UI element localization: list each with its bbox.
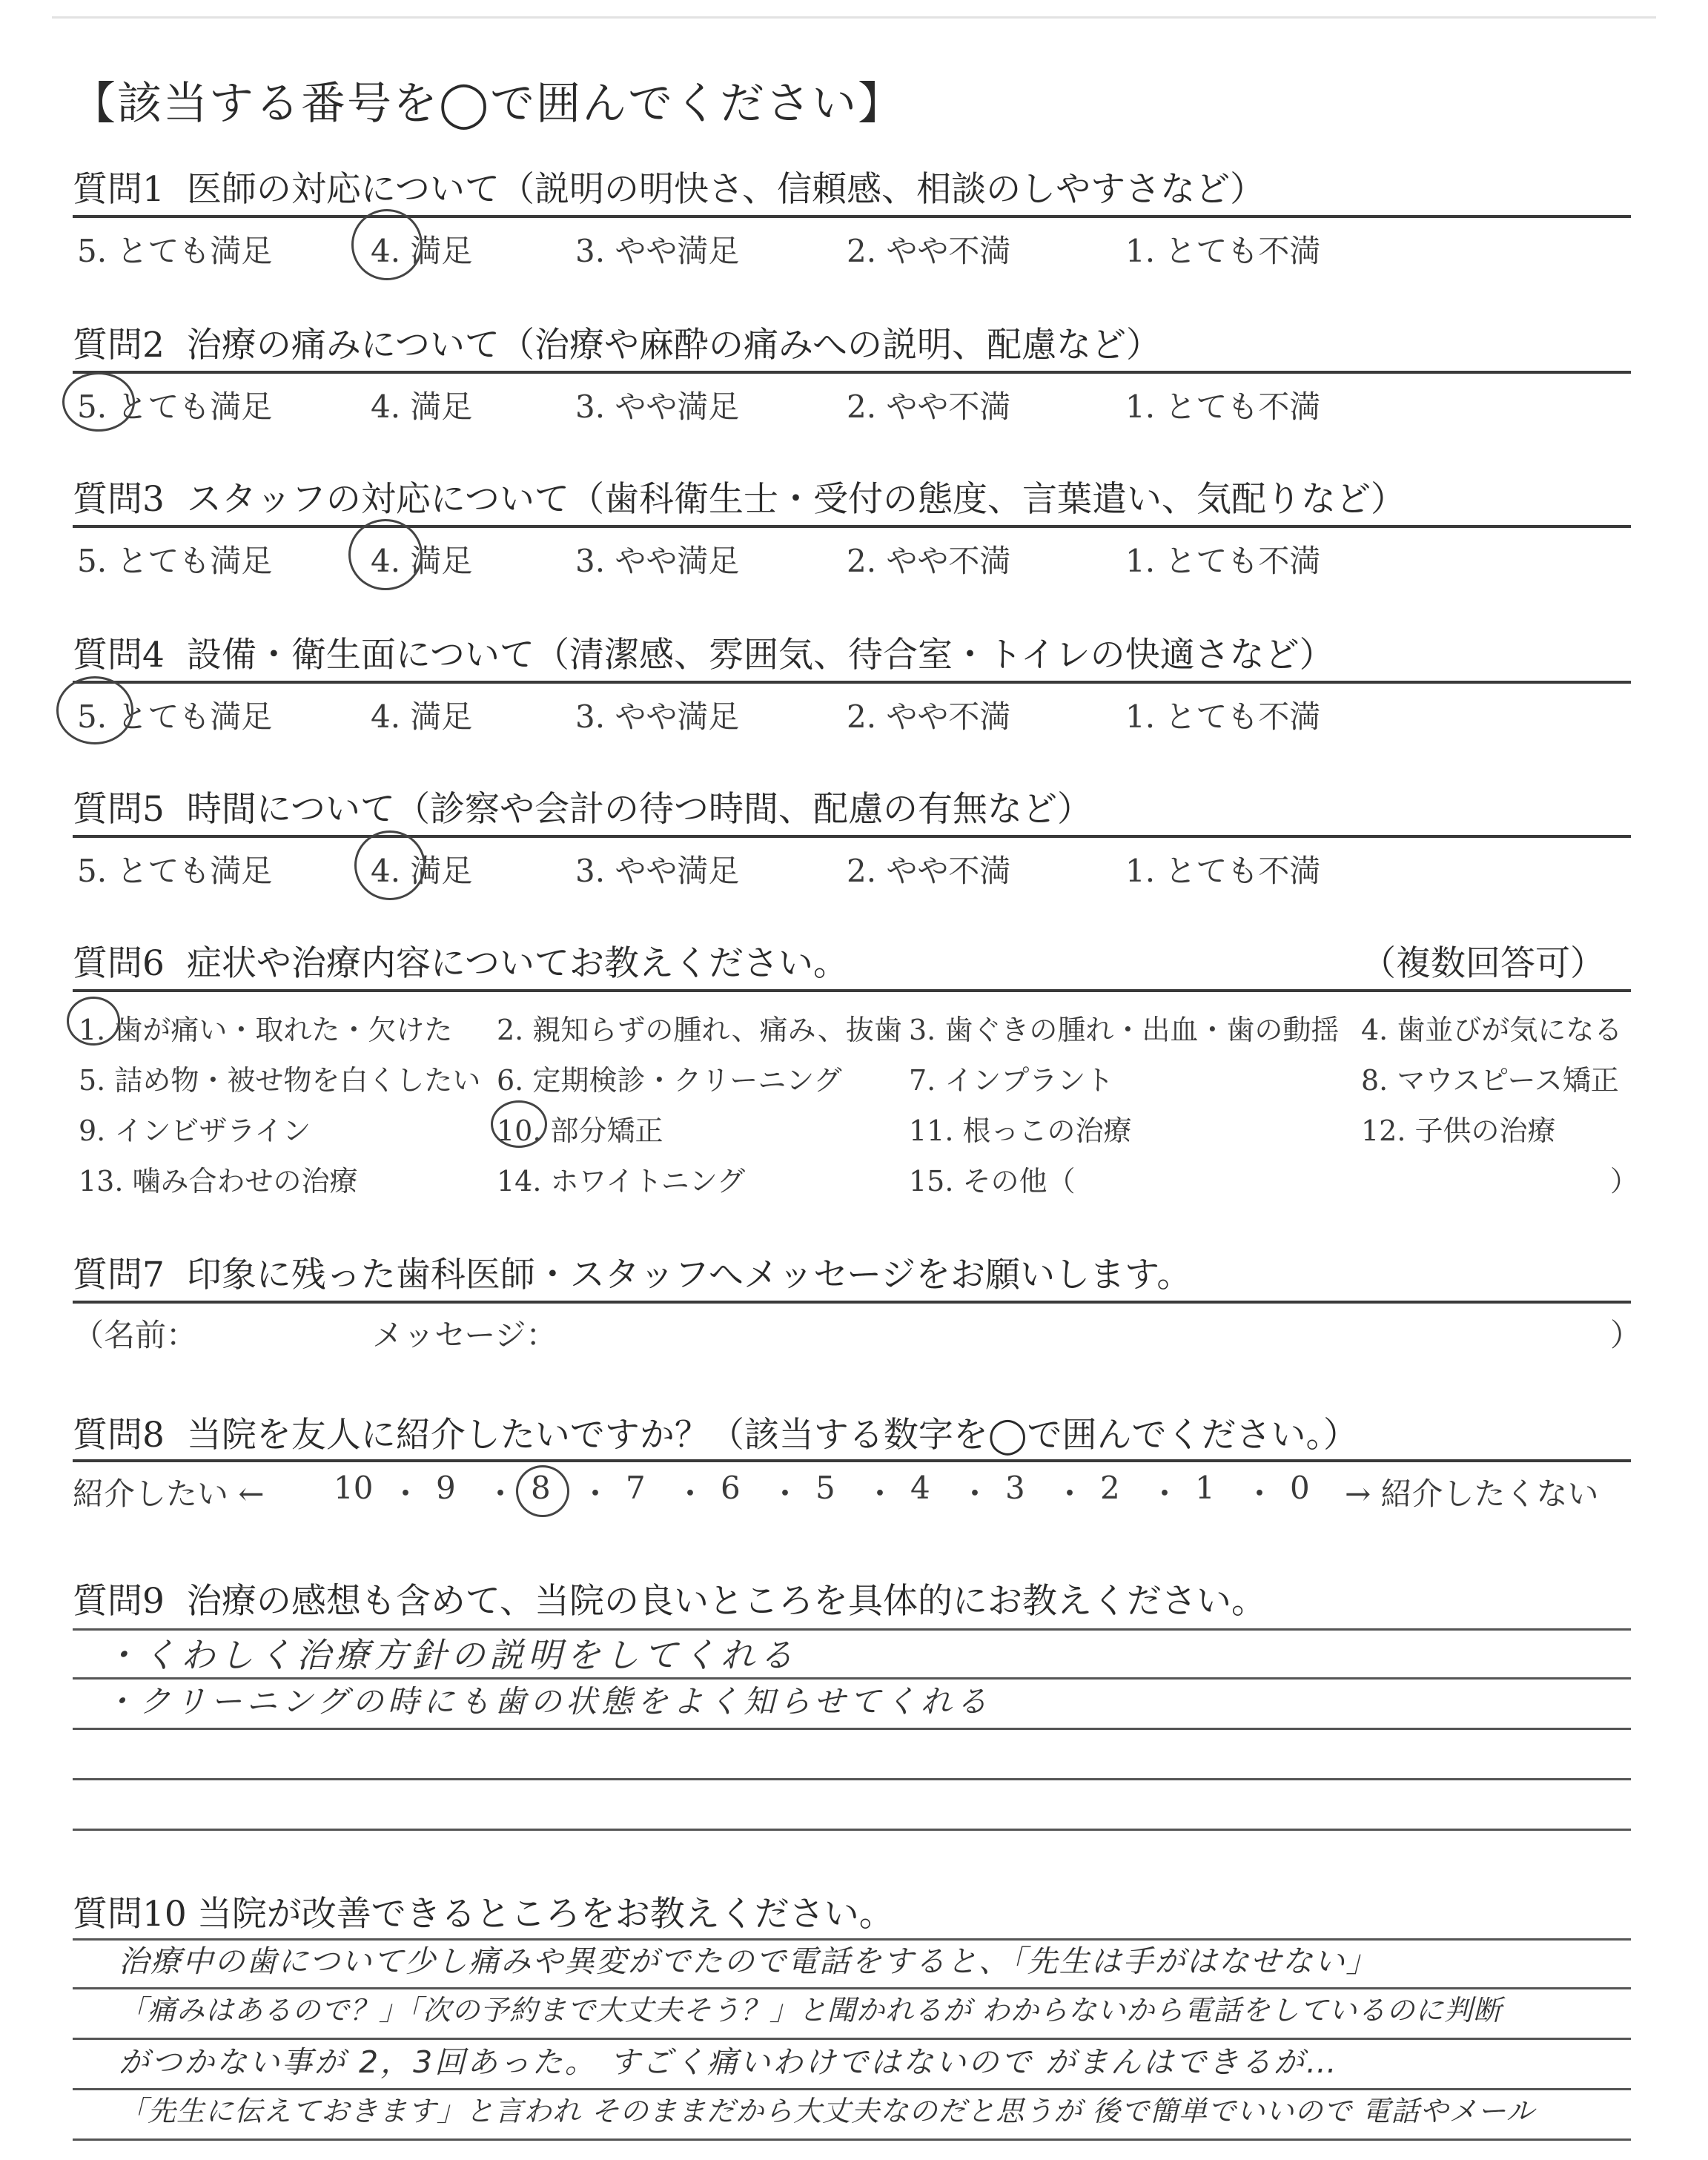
q8-scale-dot: ・: [1244, 1476, 1276, 1512]
q1-option-5[interactable]: 5. とても満足: [77, 233, 273, 269]
q2-selection-circle: [62, 372, 135, 432]
q1-option-1[interactable]: 1. とても不満: [1125, 233, 1321, 269]
q9-line-4: [73, 1778, 1631, 1780]
q8-scale-value-6[interactable]: 6: [721, 1470, 741, 1506]
q7-message-label: メッセージ：: [372, 1317, 557, 1353]
q6-item-2[interactable]: 2. 親知らずの腫れ、痛み、抜歯: [497, 1014, 902, 1046]
question-7-title: 質問7 印象に残った歯科医師・スタッフへメッセージをお願いします。: [73, 1255, 1192, 1295]
q8-scale-value-1[interactable]: 1: [1195, 1470, 1215, 1506]
q1-option-2[interactable]: 2. やや不満: [847, 233, 1011, 269]
q6-item-10[interactable]: 10. 部分矯正: [497, 1114, 663, 1147]
q8-right-label: → 紹介したくない: [1345, 1476, 1599, 1512]
q7-name-label: （名前：: [73, 1317, 198, 1353]
q2-option-2[interactable]: 2. やや不満: [847, 389, 1011, 425]
q6-item-14[interactable]: 14. ホワイトニング: [497, 1165, 746, 1198]
q5-selection-circle: [354, 830, 426, 900]
q6-item-15[interactable]: 15. その他（: [909, 1165, 1076, 1198]
q5-option-3[interactable]: 3. やや満足: [575, 853, 740, 889]
q4-option-4[interactable]: 4. 満足: [371, 698, 473, 735]
q3-option-2[interactable]: 2. やや不満: [847, 543, 1011, 579]
q6-item-1[interactable]: 1. 歯が痛い・取れた・欠けた: [79, 1014, 453, 1046]
question-5-title: 質問5 時間について（診察や会計の待つ時間、配慮の有無など）: [73, 789, 1092, 830]
q8-scale-dot: ・: [959, 1476, 991, 1512]
q6-item-6[interactable]: 6. 定期検診・クリーニング: [497, 1064, 842, 1097]
q5-option-4[interactable]: 4. 満足: [371, 853, 473, 889]
q2-option-5[interactable]: 5. とても満足: [77, 389, 273, 425]
q6-item-12[interactable]: 12. 子供の治療: [1361, 1114, 1556, 1147]
q8-scale-dot: ・: [675, 1476, 706, 1512]
q6-item-9[interactable]: 9. インビザライン: [79, 1114, 311, 1147]
q8-scale-dot: ・: [1149, 1476, 1181, 1512]
question-8-title: 質問8 当院を友人に紹介したいですか？（該当する数字を◯で囲んでください。）: [73, 1415, 1359, 1456]
q9-answer-2: ・クリーニングの時にも歯の状態をよく知らせてくれる: [104, 1683, 992, 1720]
q10-answer-2: 「痛みはあるので？」「次の予約まで大丈夫そう？」と聞かれるが わからないから電話をしているのに判断: [119, 1994, 1503, 2027]
q2-option-1[interactable]: 1. とても不満: [1125, 389, 1321, 425]
q5-option-1[interactable]: 1. とても不満: [1125, 853, 1321, 889]
q6-item-7[interactable]: 7. インプラント: [909, 1064, 1114, 1097]
question-7-rule: [73, 1301, 1631, 1304]
q8-scale-value-3[interactable]: 3: [1005, 1470, 1025, 1506]
q1-selection-circle: [351, 209, 423, 280]
q10-answer-1: 治療中の歯について少し痛みや異変がでたので電話をすると、「先生は手がはなせない」: [119, 1943, 1378, 1979]
q8-scale-value-0[interactable]: 0: [1290, 1470, 1310, 1506]
q9-line-3: [73, 1728, 1631, 1730]
q1-option-3[interactable]: 3. やや満足: [575, 233, 740, 269]
q8-scale-dot: ・: [485, 1476, 517, 1512]
page-header: 【該当する番号を◯で囲んでください】: [71, 78, 904, 130]
q3-option-4[interactable]: 4. 満足: [371, 543, 473, 579]
question-5-rule: [73, 835, 1631, 838]
q7-name-field[interactable]: [193, 1312, 356, 1354]
q8-scale-value-4[interactable]: 4: [910, 1470, 930, 1506]
q2-option-4[interactable]: 4. 満足: [371, 389, 473, 425]
question-8-rule: [73, 1459, 1631, 1462]
q6-item-5[interactable]: 5. 詰め物・被せ物を白くしたい: [79, 1064, 481, 1097]
q8-scale-dot: ・: [1054, 1476, 1086, 1512]
q8-scale-value-9[interactable]: 9: [436, 1470, 456, 1506]
q6-item-15-close: ）: [1610, 1165, 1639, 1198]
q6-item-11[interactable]: 11. 根っこの治療: [909, 1114, 1132, 1147]
q2-option-3[interactable]: 3. やや満足: [575, 389, 740, 425]
q8-scale-dot: ・: [769, 1476, 801, 1512]
question-4-rule: [73, 681, 1631, 684]
q6-item-8[interactable]: 8. マウスピース矯正: [1361, 1064, 1619, 1097]
q6-item-13[interactable]: 13. 噛み合わせの治療: [79, 1165, 358, 1198]
q3-option-3[interactable]: 3. やや満足: [575, 543, 740, 579]
q9-answer-1: ・くわしく治療方針の説明をしてくれる: [104, 1635, 798, 1675]
question-2-rule: [73, 371, 1631, 374]
q7-message-field[interactable]: [563, 1312, 1601, 1354]
q3-selection-circle: [348, 519, 423, 590]
question-10-title: 質問10 当院が改善できるところをお教えください。: [73, 1894, 894, 1935]
q6-item-10-selection-circle: [491, 1100, 547, 1148]
q8-scale-value-8[interactable]: 8: [531, 1470, 551, 1506]
q5-option-5[interactable]: 5. とても満足: [77, 853, 273, 889]
q8-scale-value-10[interactable]: 10: [334, 1470, 374, 1506]
q9-line-5: [73, 1829, 1631, 1831]
question-6-title: 質問6 症状や治療内容についてお教えください。: [73, 943, 848, 984]
q4-selection-circle: [56, 676, 133, 744]
question-3-rule: [73, 525, 1631, 528]
question-1-rule: [73, 215, 1631, 218]
top-divider: [52, 16, 1656, 19]
q3-option-5[interactable]: 5. とても満足: [77, 543, 273, 579]
question-4-title: 質問4 設備・衛生面について（清潔感、雰囲気、待合室・トイレの快適さなど）: [73, 635, 1334, 676]
q4-option-5[interactable]: 5. とても満足: [77, 698, 273, 735]
question-6-rule: [73, 989, 1631, 992]
question-3-title: 質問3 スタッフの対応について（歯科衛生士・受付の態度、言葉遣い、気配りなど）: [73, 479, 1406, 520]
question-9-title: 質問9 治療の感想も含めて、当院の良いところを具体的にお教えください。: [73, 1581, 1266, 1622]
question-1-title: 質問1 医師の対応について（説明の明快さ、信頼感、相談のしやすさなど）: [73, 169, 1265, 210]
q6-multiple-answer-note: （複数回答可）: [1361, 943, 1605, 984]
q3-option-1[interactable]: 1. とても不満: [1125, 543, 1321, 579]
q8-scale-dot: ・: [864, 1476, 896, 1512]
q8-selection-circle: [516, 1465, 569, 1517]
q8-left-label: 紹介したい ←: [73, 1476, 265, 1512]
q10-answer-3: がつかない事が 2，3回あった。 すごく痛いわけではないので がまんはできるが…: [119, 2044, 1339, 2080]
q10-answer-4: 「先生に伝えておきます」と言われ そのままだから大丈夫なのだと思うが 後で簡単でいいので 電話やメール: [119, 2095, 1535, 2127]
q4-option-2[interactable]: 2. やや不満: [847, 698, 1011, 735]
q6-item-4[interactable]: 4. 歯並びが気になる: [1361, 1014, 1623, 1046]
q10-line-5: [73, 2138, 1631, 2141]
q1-option-4[interactable]: 4. 満足: [371, 233, 473, 269]
q8-scale-value-2[interactable]: 2: [1100, 1470, 1120, 1506]
q8-scale-dot: ・: [580, 1476, 612, 1512]
q6-item-1-selection-circle: [67, 997, 120, 1046]
q7-close-paren: ）: [1610, 1317, 1642, 1353]
q4-option-1[interactable]: 1. とても不満: [1125, 698, 1321, 735]
q8-scale-value-5[interactable]: 5: [815, 1470, 835, 1506]
q8-scale-value-7[interactable]: 7: [626, 1470, 646, 1506]
q4-option-3[interactable]: 3. やや満足: [575, 698, 740, 735]
q5-option-2[interactable]: 2. やや不満: [847, 853, 1011, 889]
question-2-title: 質問2 治療の痛みについて（治療や麻酔の痛みへの説明、配慮など）: [73, 325, 1162, 366]
q6-item-3[interactable]: 3. 歯ぐきの腫れ・出血・歯の動揺: [909, 1014, 1340, 1046]
q8-scale-dot: ・: [390, 1476, 422, 1512]
